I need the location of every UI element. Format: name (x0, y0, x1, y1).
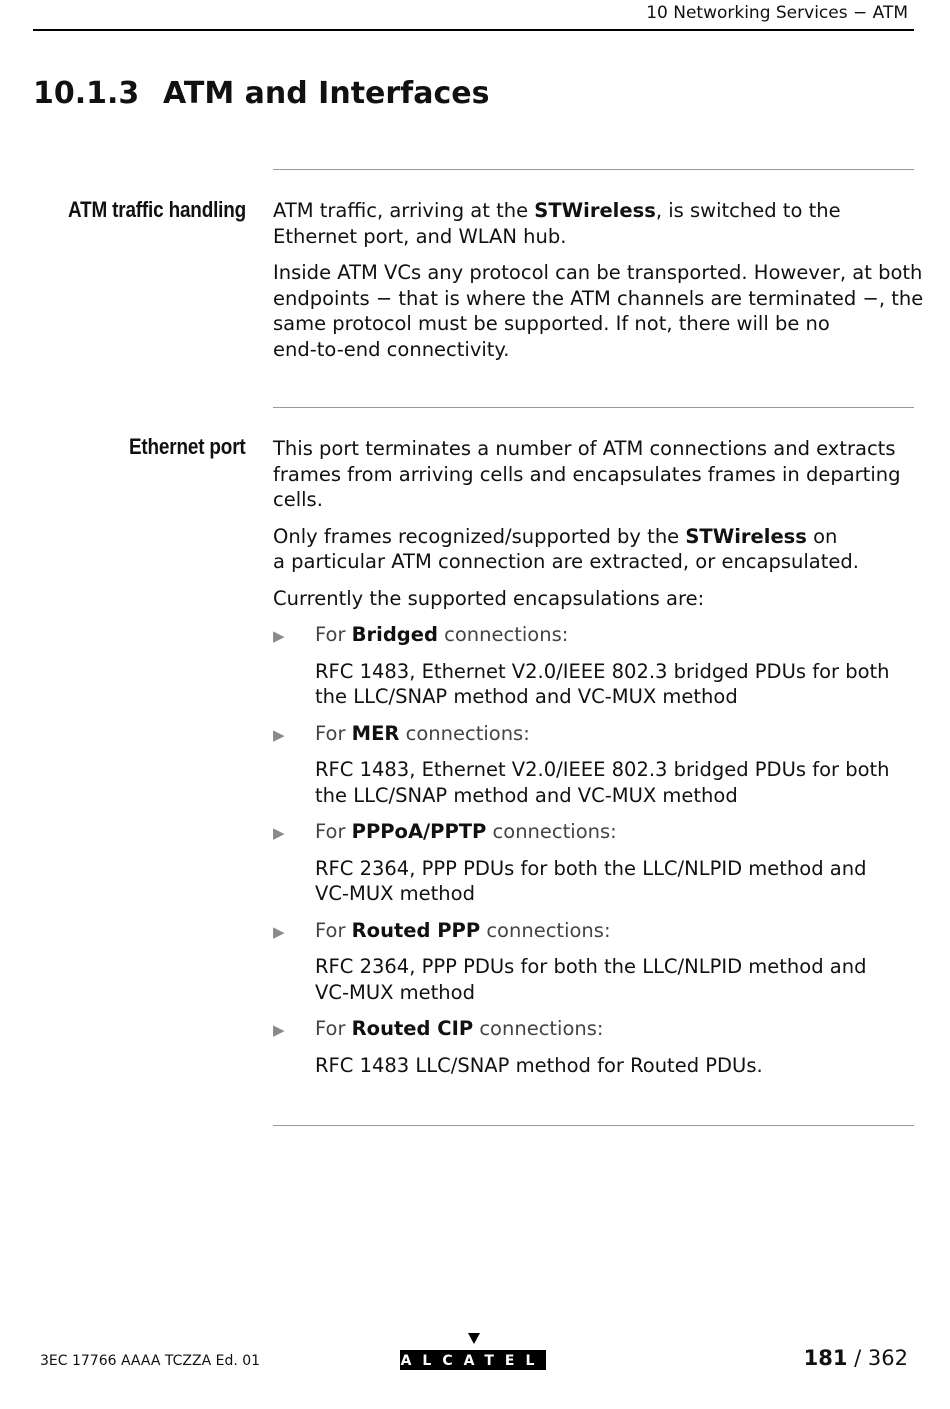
document-reference: 3EC 17766 AAAA TCZZA Ed. 01 (40, 1353, 261, 1369)
ethernet-paragraph-1 (273, 436, 918, 513)
ethernet-paragraph-3: Currently the supported encapsulations are: (273, 586, 705, 610)
list-item-lead: For Bridged connections: (315, 623, 569, 646)
divider-rule (273, 169, 914, 170)
section-title (33, 76, 489, 111)
ethernet-port-body (273, 436, 918, 1089)
triangle-right-icon: ▶ (273, 922, 285, 941)
list-item-lead: For Routed PPP connections: (315, 918, 611, 942)
text-line: same protocol must be supported. If not, there will be no (273, 312, 830, 335)
text-run: Only frames recognized/supported by the (273, 524, 686, 548)
triangle-right-icon: ▶ (273, 725, 285, 744)
list-item-routed-ppp (273, 918, 918, 1006)
product-name: STWireless (685, 524, 807, 548)
running-header: 10 Networking Services − ATM (646, 3, 908, 23)
text-line: a particular ATM connection are extracted, or encapsulated. (273, 550, 859, 573)
triangle-right-icon: ▶ (273, 627, 285, 645)
section-number: 10.1.3 (33, 76, 140, 111)
triangle-right-icon: ▶ (273, 824, 285, 842)
triangle-right-icon: ▶ (273, 1021, 285, 1039)
text-line: end-to-end connectivity. (273, 337, 510, 361)
text-line (273, 524, 918, 550)
list-item-lead: For Routed CIP connections: (315, 1017, 604, 1040)
list-item-pppoa-pptp (273, 819, 918, 907)
divider-rule (273, 1125, 914, 1126)
side-label-ethernet-port: Ethernet port (129, 434, 246, 459)
text-line: frames from arriving cells and encapsulates frames in departing (273, 462, 901, 486)
section-heading: ATM and Interfaces (163, 76, 490, 111)
list-item-routed-cip (273, 1016, 918, 1078)
page-total: 362 (867, 1346, 908, 1370)
text-line: endpoints − that is where the ATM channels are terminated −, the (273, 286, 924, 310)
list-item-detail: RFC 1483, Ethernet V2.0/IEEE 802.3 bridged PDUs for both the LLC/SNAP method and VC-MUX method (315, 758, 890, 807)
page-number (804, 1346, 908, 1370)
text-run: ATM traffic, arriving at the (273, 199, 535, 222)
ethernet-paragraph-2 (273, 524, 918, 575)
list-item-lead: For PPPoA/PPTP connections: (315, 820, 617, 843)
atm-traffic-paragraph-2 (273, 260, 924, 362)
text-run: on (806, 524, 838, 548)
list-item-detail: RFC 1483 LLC/SNAP method for Routed PDUs. (315, 1053, 763, 1077)
list-item-lead: For MER connections: (315, 721, 530, 745)
list-item-detail: RFC 2364, PPP PDUs for both the LLC/NLPID method and VC-MUX method (315, 955, 867, 1004)
page-current: 181 (803, 1346, 848, 1370)
text-line: cells. (273, 488, 323, 511)
list-item-detail: RFC 1483, Ethernet V2.0/IEEE 802.3 bridged PDUs for both the LLC/SNAP method and VC-MUX method (315, 659, 890, 708)
list-item-mer (273, 721, 918, 809)
atm-traffic-paragraph-1 (273, 198, 918, 249)
logo-text: ALCATEL (400, 1353, 546, 1369)
atm-traffic-body (273, 198, 924, 373)
product-name: STWireless (534, 199, 656, 222)
header-rule (33, 29, 914, 31)
side-label-atm-traffic: ATM traffic handling (67, 197, 246, 222)
text-line: This port terminates a number of ATM connections and extracts (273, 437, 896, 460)
text-run: , is switched to the Ethernet port, and WLAN hub. (273, 199, 841, 248)
text-line: Inside ATM VCs any protocol can be transported. However, at both (273, 261, 923, 284)
list-item-detail: RFC 2364, PPP PDUs for both the LLC/NLPID method and VC-MUX method (315, 856, 867, 905)
divider-rule (273, 407, 914, 408)
alcatel-logo (400, 1332, 546, 1372)
list-item-bridged (273, 622, 918, 710)
page-separator: / (847, 1346, 868, 1370)
